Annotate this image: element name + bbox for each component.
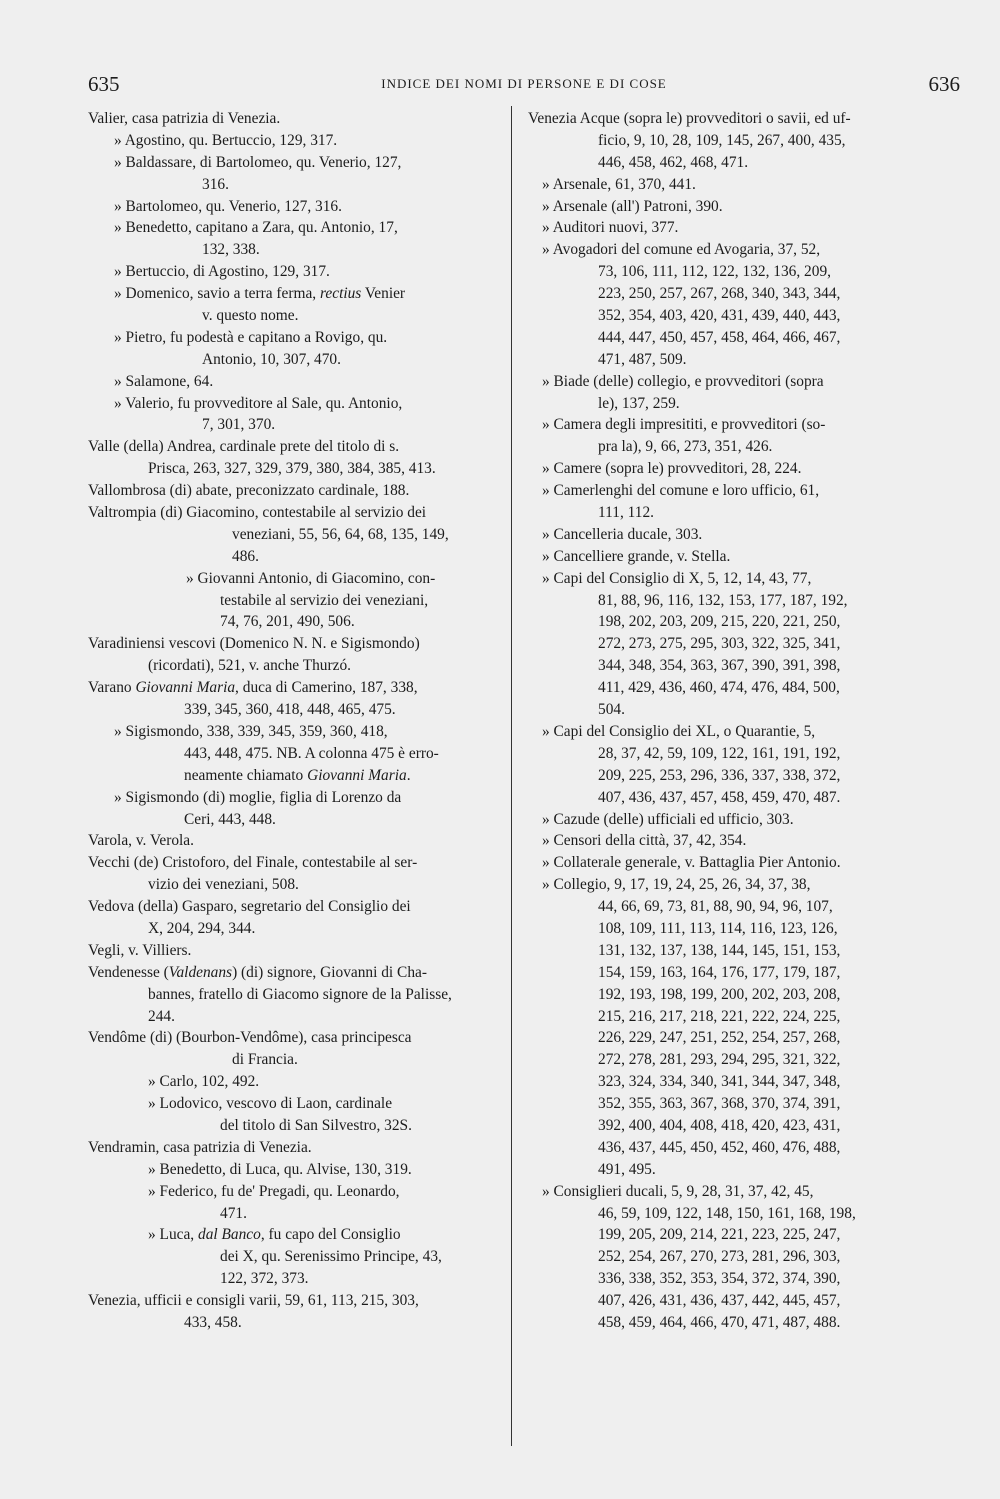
index-entry-left: Vegli, v. Villiers. bbox=[88, 941, 192, 959]
index-entry-left: Varola, v. Verola. bbox=[88, 832, 194, 850]
index-entry-right: pra la), 9, 66, 273, 351, 426. bbox=[598, 438, 773, 456]
index-entry-left: Vallombrosa (di) abate, preconizzato cardinale, 188. bbox=[88, 482, 410, 500]
index-entry-right: 28, 37, 42, 59, 109, 122, 161, 191, 192, bbox=[598, 744, 841, 762]
page-number-right: 636 bbox=[928, 72, 960, 96]
index-entry-left: 244. bbox=[148, 1007, 175, 1025]
index-entry-left: di Francia. bbox=[232, 1051, 298, 1069]
index-entry-right: » Capi del Consiglio di X, 5, 12, 14, 43, 77, bbox=[542, 569, 812, 587]
index-entry-left: Valtrompia (di) Giacomino, contestabile al servizio dei bbox=[88, 504, 427, 522]
index-entry-left: » Agostino, qu. Bertuccio, 129, 317. bbox=[114, 131, 338, 149]
index-entry-right: 411, 429, 436, 460, 474, 476, 484, 500, bbox=[598, 679, 840, 697]
index-entry-left: Ceri, 443, 448. bbox=[184, 810, 276, 828]
index-entry-right: » Cazude (delle) ufficiali ed ufficio, 303. bbox=[542, 810, 794, 828]
index-entry-right: » Capi del Consiglio dei XL, o Quarantie, 5, bbox=[542, 722, 816, 740]
index-entry-right: 215, 216, 217, 218, 221, 222, 224, 225, bbox=[598, 1007, 841, 1025]
index-column-right bbox=[528, 108, 960, 1334]
index-entry-right: 352, 355, 363, 367, 368, 370, 374, 391, bbox=[598, 1095, 841, 1113]
index-entry-right: » Camera degli impresititi, e provveditori (so- bbox=[542, 416, 826, 434]
index-entry-left: Valle (della) Andrea, cardinale prete del titolo di s. bbox=[88, 438, 400, 456]
index-entry-left: 122, 372, 373. bbox=[220, 1270, 309, 1288]
index-entry-left: neamente chiamato Giovanni Maria. bbox=[184, 766, 411, 784]
index-entry-right: le), 137, 259. bbox=[598, 394, 680, 412]
index-entry-right: » Biade (delle) collegio, e provveditori (sopra bbox=[542, 372, 824, 390]
index-entry-right: 272, 278, 281, 293, 294, 295, 321, 322, bbox=[598, 1051, 841, 1069]
index-entry-right: » Consiglieri ducali, 5, 9, 28, 31, 37, 42, 45, bbox=[542, 1182, 814, 1200]
index-entry-left: 433, 458. bbox=[184, 1313, 242, 1331]
index-entry-left: 486. bbox=[232, 547, 259, 565]
index-entry-right: » Cancelleria ducale, 303. bbox=[542, 525, 703, 543]
index-entry-right: 192, 193, 198, 199, 200, 202, 203, 208, bbox=[598, 985, 841, 1003]
index-entry-left: Vecchi (de) Cristoforo, del Finale, contestabile al ser- bbox=[88, 854, 418, 872]
index-entry-right: 352, 354, 403, 420, 431, 439, 440, 443, bbox=[598, 307, 841, 325]
index-entry-right: 436, 437, 445, 450, 452, 460, 476, 488, bbox=[598, 1138, 841, 1156]
index-entry-right: 108, 109, 111, 113, 114, 116, 123, 126, bbox=[598, 919, 838, 937]
index-entry-right: 444, 447, 450, 457, 458, 464, 466, 467, bbox=[598, 328, 841, 346]
index-entry-right: » Avogadori del comune ed Avogaria, 37, 52, bbox=[542, 241, 821, 259]
index-entry-left: Vendenesse (Valdenans) (di) signore, Giovanni di Cha- bbox=[88, 963, 427, 981]
index-entry-left: » Luca, dal Banco, fu capo del Consiglio bbox=[148, 1226, 401, 1244]
index-entry-left: Vedova (della) Gasparo, segretario del Consiglio dei bbox=[88, 898, 411, 916]
index-entry-right: 252, 254, 267, 270, 273, 281, 296, 303, bbox=[598, 1248, 841, 1266]
index-entry-right: » Collaterale generale, v. Battaglia Pier Antonio. bbox=[542, 854, 841, 872]
index-entry-left: » Sigismondo (di) moglie, figlia di Lorenzo da bbox=[114, 788, 402, 806]
index-entry-right: 272, 273, 275, 295, 303, 322, 325, 341, bbox=[598, 635, 841, 653]
index-entry-right: » Camerlenghi del comune e loro ufficio, 61, bbox=[542, 482, 820, 500]
index-entry-right: » Censori della città, 37, 42, 354. bbox=[542, 832, 747, 850]
index-entry-left: Vendôme (di) (Bourbon-Vendôme), casa principesca bbox=[88, 1029, 412, 1047]
index-entry-left: » Federico, fu de' Pregadi, qu. Leonardo, bbox=[148, 1182, 400, 1200]
index-entry-left: » Baldassare, di Bartolomeo, qu. Venerio, 127, bbox=[114, 153, 402, 171]
index-entry-right: 44, 66, 69, 73, 81, 88, 90, 94, 96, 107, bbox=[598, 898, 833, 916]
index-entry-right: 504. bbox=[598, 701, 625, 719]
index-entry-left: » Benedetto, capitano a Zara, qu. Antonio, 17, bbox=[114, 219, 398, 237]
index-entry-left: bannes, fratello di Giacomo signore de la Palisse, bbox=[148, 985, 452, 1003]
index-entry-right: » Collegio, 9, 17, 19, 24, 25, 26, 34, 37, 38, bbox=[542, 876, 811, 894]
index-entry-left: » Bertuccio, di Agostino, 129, 317. bbox=[114, 263, 330, 281]
index-entry-left: 132, 338. bbox=[202, 241, 260, 259]
index-entry-right: 131, 132, 137, 138, 144, 145, 151, 153, bbox=[598, 941, 841, 959]
index-entry-left: Antonio, 10, 307, 470. bbox=[202, 350, 341, 368]
running-title: INDICE DEI NOMI DI PERSONE E DI COSE bbox=[381, 76, 667, 91]
index-entry-left: Varadiniensi vescovi (Domenico N. N. e Sigismondo) bbox=[88, 635, 420, 653]
index-entry-left: » Valerio, fu provveditore al Sale, qu. Antonio, bbox=[114, 394, 403, 412]
index-entry-left: 471. bbox=[220, 1204, 247, 1222]
index-entry-right: » Arsenale, 61, 370, 441. bbox=[542, 175, 696, 193]
index-entry-left: » Salamone, 64. bbox=[114, 372, 214, 390]
index-entry-right: 111, 112. bbox=[598, 504, 655, 522]
index-entry-right: 471, 487, 509. bbox=[598, 350, 687, 368]
index-entry-right: ficio, 9, 10, 28, 109, 145, 267, 400, 435, bbox=[598, 131, 846, 149]
index-entry-right: 81, 88, 96, 116, 132, 153, 177, 187, 192, bbox=[598, 591, 848, 609]
index-entry-right: 458, 459, 464, 466, 470, 471, 487, 488. bbox=[598, 1313, 841, 1331]
index-entry-right: 336, 338, 352, 353, 354, 372, 374, 390, bbox=[598, 1270, 841, 1288]
index-entry-left: Valier, casa patrizia di Venezia. bbox=[88, 110, 281, 127]
index-entry-left: Prisca, 263, 327, 329, 379, 380, 384, 385, 413. bbox=[148, 460, 436, 478]
index-entry-right: 154, 159, 163, 164, 176, 177, 179, 187, bbox=[598, 963, 841, 981]
index-entry-right: 323, 324, 334, 340, 341, 344, 347, 348, bbox=[598, 1073, 841, 1091]
index-entry-left: 316. bbox=[202, 175, 229, 193]
index-entry-right: 392, 400, 404, 408, 418, 420, 423, 431, bbox=[598, 1116, 841, 1134]
index-entry-right: Venezia Acque (sopra le) provveditori o savii, ed uf- bbox=[528, 110, 851, 127]
index-entry-left: 443, 448, 475. NB. A colonna 475 è erro- bbox=[184, 744, 439, 762]
index-entry-left: 339, 345, 360, 418, 448, 465, 475. bbox=[184, 701, 396, 719]
index-entry-right: 407, 426, 431, 436, 437, 442, 445, 457, bbox=[598, 1292, 841, 1310]
column-divider bbox=[511, 106, 512, 1446]
index-entry-right: 209, 225, 253, 296, 336, 337, 338, 372, bbox=[598, 766, 841, 784]
index-entry-left: » Sigismondo, 338, 339, 345, 359, 360, 418, bbox=[114, 722, 388, 740]
index-entry-right: 73, 106, 111, 112, 122, 132, 136, 209, bbox=[598, 263, 831, 281]
index-entry-left: » Carlo, 102, 492. bbox=[148, 1073, 260, 1091]
index-entry-left: v. questo nome. bbox=[202, 307, 299, 325]
page-header bbox=[88, 72, 960, 100]
index-column-left bbox=[88, 108, 506, 1334]
index-entry-left: » Pietro, fu podestà e capitano a Rovigo, qu. bbox=[114, 328, 388, 346]
index-entry-right: 46, 59, 109, 122, 148, 150, 161, 168, 198, bbox=[598, 1204, 856, 1222]
index-entry-left: Venezia, ufficii e consigli varii, 59, 61, 113, 215, 303, bbox=[88, 1292, 419, 1310]
index-entry-right: 199, 205, 209, 214, 221, 223, 225, 247, bbox=[598, 1226, 841, 1244]
index-entry-left: » Bartolomeo, qu. Venerio, 127, 316. bbox=[114, 197, 342, 215]
index-entry-right: 344, 348, 354, 363, 367, 390, 391, 398, bbox=[598, 657, 841, 675]
index-entry-left: » Giovanni Antonio, di Giacomino, con- bbox=[186, 569, 436, 587]
index-entry-left: 7, 301, 370. bbox=[202, 416, 276, 434]
index-entry-left: 74, 76, 201, 490, 506. bbox=[220, 613, 355, 631]
index-entry-left: Varano Giovanni Maria, duca di Camerino, 187, 338, bbox=[88, 679, 418, 697]
index-entry-right: 407, 436, 437, 457, 458, 459, 470, 487. bbox=[598, 788, 841, 806]
index-entry-left: » Benedetto, di Luca, qu. Alvise, 130, 319. bbox=[148, 1160, 412, 1178]
index-entry-right: » Camere (sopra le) provveditori, 28, 224. bbox=[542, 460, 802, 478]
index-entry-right: 446, 458, 462, 468, 471. bbox=[598, 153, 749, 171]
index-entry-right: » Arsenale (all') Patroni, 390. bbox=[542, 197, 723, 215]
index-entry-left: dei X, qu. Serenissimo Principe, 43, bbox=[220, 1248, 442, 1266]
index-entry-right: 198, 202, 203, 209, 215, 220, 221, 250, bbox=[598, 613, 841, 631]
index-entry-left: del titolo di San Silvestro, 32S. bbox=[220, 1116, 412, 1134]
index-entry-left: Vendramin, casa patrizia di Venezia. bbox=[88, 1138, 312, 1156]
index-entry-left: vizio dei veneziani, 508. bbox=[148, 876, 299, 894]
index-entry-right: » Auditori nuovi, 377. bbox=[542, 219, 679, 237]
index-entry-right: 491, 495. bbox=[598, 1160, 656, 1178]
index-entry-left: » Domenico, savio a terra ferma, rectius Venier bbox=[114, 285, 406, 303]
index-entry-right: 226, 229, 247, 251, 252, 254, 257, 268, bbox=[598, 1029, 841, 1047]
index-entry-right: 223, 250, 257, 267, 268, 340, 343, 344, bbox=[598, 285, 841, 303]
index-entry-left: X, 204, 294, 344. bbox=[148, 919, 256, 937]
index-entry-left: veneziani, 55, 56, 64, 68, 135, 149, bbox=[232, 525, 449, 543]
page-number-left: 635 bbox=[88, 72, 120, 96]
index-entry-left: (ricordati), 521, v. anche Thurzó. bbox=[148, 657, 351, 675]
index-entry-left: » Lodovico, vescovo di Laon, cardinale bbox=[148, 1095, 393, 1113]
index-entry-right: » Cancelliere grande, v. Stella. bbox=[542, 547, 731, 565]
index-entry-left: testabile al servizio dei veneziani, bbox=[220, 591, 429, 609]
